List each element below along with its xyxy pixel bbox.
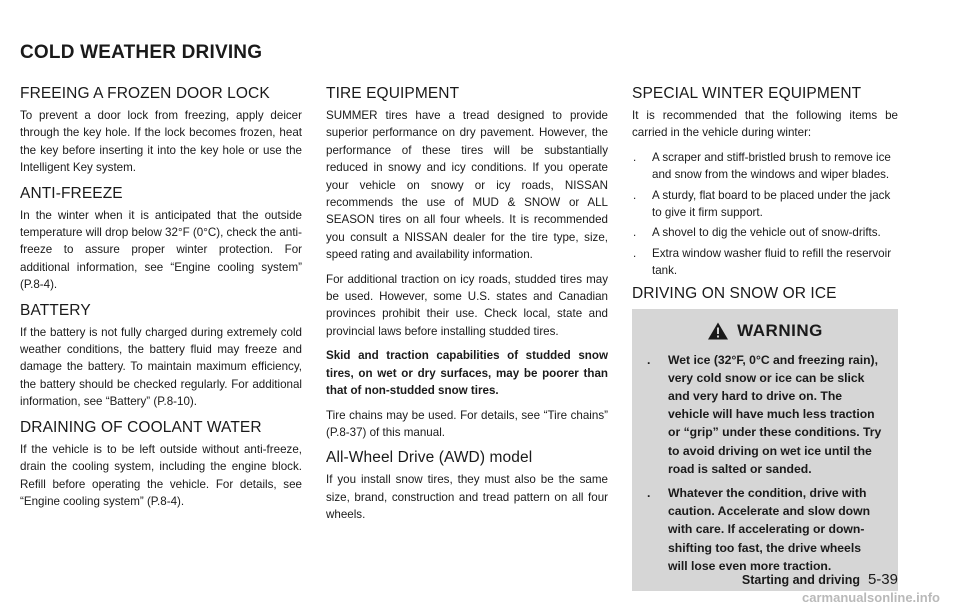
heading-draining-coolant: DRAINING OF COOLANT WATER bbox=[20, 418, 262, 436]
paragraph-door-lock: To prevent a door lock from freezing, apply deicer through the key hole. If the lock becomes frozen, heat the key before inserting it into the key hole or use the Intelligent Key system. bbox=[20, 109, 302, 175]
paragraph-summer-tires: SUMMER tires have a tread designed to provide superior performance on dry pavement. However, the performance of these tires will be substantially reduced in snowy and icy conditions. If you operate your vehicle on snowy or icy roads, NISSAN recommends the use of MUD & SNOW or ALL SEASON tires on all four wheels. It is recommended you consult a NISSAN dealer for the tire type, size, speed rating and availability information. bbox=[326, 109, 608, 262]
paragraph-winter-intro: It is recommended that the following items be carried in the vehicle during winter: bbox=[632, 109, 898, 140]
column-2 bbox=[326, 84, 608, 531]
list-item: . Whatever the condition, drive with caution. Accelerate and slow down with care. If accelerating or down-shifting too fast, the drive wheels will lose even more traction. bbox=[647, 486, 871, 573]
bullet-glyph: . bbox=[633, 246, 637, 260]
warning-triangle-icon bbox=[707, 321, 729, 341]
heading-driving-snow-ice: DRIVING ON SNOW OR ICE bbox=[632, 284, 837, 302]
column-3 bbox=[632, 84, 898, 591]
heading-special-winter-equipment: SPECIAL WINTER EQUIPMENT bbox=[632, 85, 862, 102]
list-item: . A sturdy, flat board to be placed under the jack to give it firm support. bbox=[633, 188, 891, 220]
paragraph-draining-coolant: If the vehicle is to be left outside without anti-freeze, drain the cooling system, including the engine block. Refill before operating the vehicle. For details, see “Engine cooling system” (P.8-4). bbox=[20, 442, 302, 508]
paragraph-anti-freeze: In the winter when it is anticipated that the outside temperature will drop below 32°F (0°C), check the anti-freeze to assure proper winter protection. For additional information, see “Engine cooling system” (P.8-4). bbox=[20, 208, 302, 292]
paragraph-studded-tires: For additional traction on icy roads, studded tires may be used. However, some U.S. states and Canadian provinces prohibit their use. Check local, state and provincial laws before installing studded tires. bbox=[326, 272, 608, 338]
list-item: . Wet ice (32°F, 0°C and freezing rain), very cold snow or ice can be slick and very hard to drive on. The vehicle will have much less traction or “grip” under these conditions. Try to avoid driving on wet ice until the road is salted or sanded. bbox=[647, 352, 882, 476]
warning-box bbox=[632, 309, 898, 591]
paragraph-studded-note: Skid and traction capabilities of studded snow tires, on wet or dry surfaces, may be poorer than that of non-studded snow tires. bbox=[326, 349, 608, 398]
paragraph-awd: If you install snow tires, they must also be the same size, brand, construction and tread pattern on all four wheels. bbox=[326, 473, 608, 522]
page-title: COLD WEATHER DRIVING bbox=[20, 42, 263, 63]
footer-section-title: Starting and driving bbox=[741, 573, 860, 587]
column-1 bbox=[20, 84, 302, 517]
page-number: 5-39 bbox=[867, 571, 898, 588]
warning-list bbox=[646, 351, 884, 575]
page-footer bbox=[742, 571, 898, 588]
heading-battery: BATTERY bbox=[20, 301, 91, 319]
heading-awd-model: All-Wheel Drive (AWD) model bbox=[326, 449, 533, 467]
bullet-glyph: . bbox=[633, 188, 637, 202]
watermark: carmanualsonline.info bbox=[802, 590, 940, 605]
list-item: . A shovel to dig the vehicle out of snow-drifts. bbox=[632, 224, 898, 241]
bullet-glyph: . bbox=[633, 226, 637, 240]
heading-freeing-door-lock: FREEING A FROZEN DOOR LOCK bbox=[20, 85, 270, 102]
heading-anti-freeze: ANTI-FREEZE bbox=[20, 184, 123, 202]
bullet-glyph: . bbox=[647, 352, 651, 367]
warning-header bbox=[646, 321, 884, 341]
paragraph-tire-chains: Tire chains may be used. For details, see “Tire chains” (P.8-37) of this manual. bbox=[326, 408, 608, 439]
bullet-glyph: . bbox=[647, 486, 651, 501]
bullet-glyph: . bbox=[633, 150, 637, 164]
paragraph-battery: If the battery is not fully charged during extremely cold weather conditions, the battery fluid may freeze and damage the battery. To maintain maximum efficiency, the battery should be checked regularly. For additional information, see “Battery” (P.8-10). bbox=[20, 325, 302, 409]
winter-equipment-list bbox=[632, 149, 898, 280]
heading-tire-equipment: TIRE EQUIPMENT bbox=[326, 85, 460, 102]
list-item: . Extra window washer fluid to refill the reservoir tank. bbox=[633, 246, 892, 278]
warning-label: WARNING bbox=[737, 320, 823, 340]
list-item: . A scraper and stiff-bristled brush to remove ice and snow from the windows and wiper blades. bbox=[633, 150, 891, 182]
